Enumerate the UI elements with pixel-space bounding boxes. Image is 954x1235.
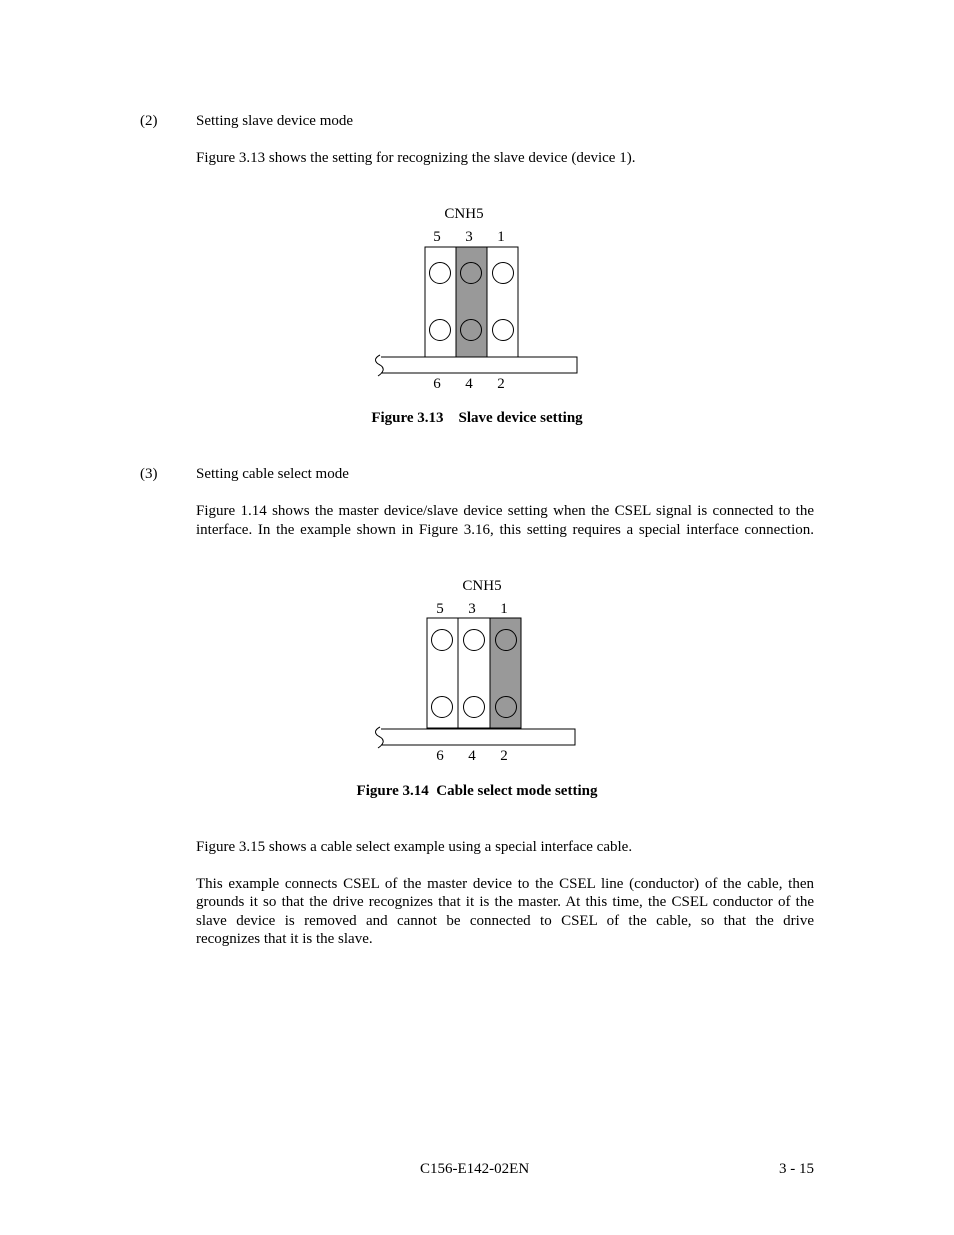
fig313-pin-label-4: 4 — [465, 376, 473, 392]
section-2-text: Figure 3.13 shows the setting for recognizing the slave device (device 1). — [196, 150, 636, 166]
fig314-connector-label: CNH5 — [462, 578, 502, 594]
fig314-pin-3 — [464, 630, 485, 651]
fig313-pin-3 — [461, 263, 482, 284]
section-3-number: (3) — [140, 466, 158, 482]
fig314-pin-label-3: 3 — [468, 601, 476, 617]
section-2-heading: Setting slave device mode — [196, 113, 354, 129]
fig314-pin-1 — [496, 630, 517, 651]
paragraph-example-line-1: This example connects CSEL of the master device to the CSEL line (conductor) of the cable, then — [196, 876, 814, 892]
paragraph-example-line-4: recognizes that it is the slave. — [196, 931, 373, 947]
section-3-heading: Setting cable select mode — [196, 466, 349, 482]
fig313-circuit-board — [381, 357, 577, 373]
paragraph-example-line-2: grounds it so that the drive recognizes that it is the master. At this time, the CSEL conductor of the — [196, 894, 814, 910]
fig313-pin-1 — [493, 263, 514, 284]
fig313-pin-4 — [461, 320, 482, 341]
figure-3-14-jumper-diagram — [360, 572, 600, 772]
footer-page-number: 3 - 15 — [779, 1161, 814, 1177]
fig314-pin-4 — [464, 697, 485, 718]
fig313-connector-label: CNH5 — [444, 206, 484, 222]
fig313-pin-6 — [430, 320, 451, 341]
paragraph-figure-3-15: Figure 3.15 shows a cable select example using a special interface cable. — [196, 839, 633, 855]
fig313-pin-label-2: 2 — [497, 376, 505, 392]
paragraph-example-line-3: slave device is removed and cannot be connected to CSEL of the cable, so that the drive — [196, 913, 814, 929]
fig314-pin-label-5: 5 — [436, 601, 444, 617]
figure-3-13-caption: Figure 3.13 Slave device setting — [371, 410, 583, 426]
figure-3-14-caption: Figure 3.14 Cable select mode setting — [356, 783, 598, 799]
figure-3-13-jumper-diagram — [360, 200, 600, 400]
fig314-pin-label-1: 1 — [500, 601, 508, 617]
footer-doc-code: C156-E142-02EN — [420, 1161, 530, 1177]
fig313-pin-label-3: 3 — [465, 229, 473, 245]
fig314-circuit-board — [381, 729, 575, 745]
fig313-pin-label-6: 6 — [433, 376, 441, 392]
fig314-pin-5 — [432, 630, 453, 651]
fig314-pin-2 — [496, 697, 517, 718]
section-3-text-line-1: Figure 1.14 shows the master device/slave device setting when the CSEL signal is connected to the — [196, 503, 814, 519]
fig314-pin-label-4: 4 — [468, 748, 476, 764]
fig314-pin-label-2: 2 — [500, 748, 508, 764]
section-3-text-line-2: interface. In the example shown in Figure 3.16, this setting requires a special interface connection. — [196, 522, 814, 538]
section-2-number: (2) — [140, 113, 158, 129]
fig313-pin-5 — [430, 263, 451, 284]
fig314-pin-label-6: 6 — [436, 748, 444, 764]
fig313-pin-2 — [493, 320, 514, 341]
fig314-pin-6 — [432, 697, 453, 718]
fig313-pin-label-5: 5 — [433, 229, 441, 245]
fig313-pin-label-1: 1 — [497, 229, 505, 245]
